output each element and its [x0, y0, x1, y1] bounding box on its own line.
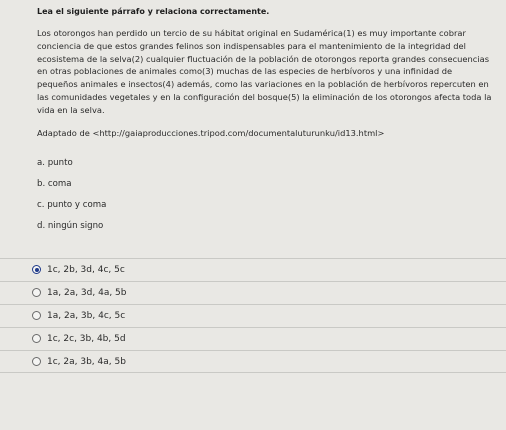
radio-icon[interactable] [32, 311, 41, 320]
source-citation: Adaptado de <http://gaiaproducciones.tripod.com/documentaluturunku/id13.html> [37, 128, 385, 138]
answer-label: 1a, 2a, 3d, 4a, 5b [47, 288, 127, 298]
answer-choice-2[interactable] [0, 281, 506, 304]
option-a: a. punto [37, 158, 73, 168]
answer-label: 1c, 2a, 3b, 4a, 5b [47, 357, 126, 367]
radio-icon[interactable] [32, 288, 41, 297]
question-instruction: Lea el siguiente párrafo y relaciona correctamente. [37, 7, 270, 16]
answer-choice-1[interactable] [0, 258, 506, 281]
answer-choices [0, 258, 506, 373]
answer-choice-4[interactable] [0, 327, 506, 350]
radio-selected-icon[interactable] [32, 265, 41, 274]
option-c: c. punto y coma [37, 200, 107, 210]
radio-icon[interactable] [32, 357, 41, 366]
answer-choice-5[interactable] [0, 350, 506, 373]
answer-label: 1c, 2c, 3b, 4b, 5d [47, 334, 126, 344]
sign-options-list [37, 153, 106, 237]
option-d: d. ningún signo [37, 221, 104, 231]
answer-choice-3[interactable] [0, 304, 506, 327]
answer-label: 1c, 2b, 3d, 4c, 5c [47, 265, 125, 275]
option-b: b. coma [37, 179, 72, 189]
answer-label: 1a, 2a, 3b, 4c, 5c [47, 311, 126, 321]
question-paragraph: Los otorongos han perdido un tercio de su hábitat original en Sudamérica(1) es muy importante cobrar conciencia de que estos grandes felinos son indispensables para el mantenimiento de la integridad del ecosistema de la selva(2) cualquier fluctuación de la población de otorongos reporta grandes consecuencias en otras poblaciones de animales como(3) muchas de las especies de herbívoros y una infinidad de pequeños animales e insectos(4) además, como las variaciones en la población de herbívoros repercuten en las comunidades vegetales y en la configuración del bosque(5) la eliminación de los otorongos afecta toda la vida en la selva. [37, 28, 492, 115]
radio-icon[interactable] [32, 334, 41, 343]
